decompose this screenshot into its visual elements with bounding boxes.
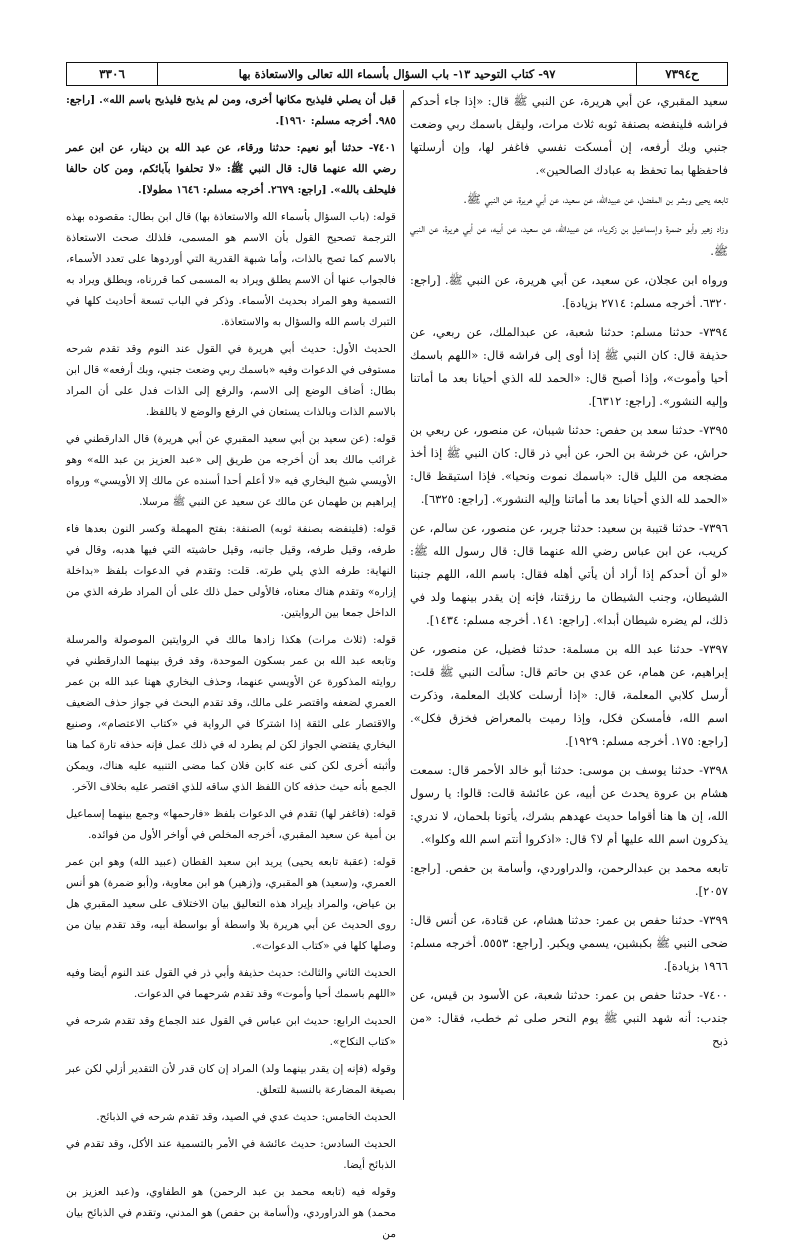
paragraph: قبل أن يصلي فليذبح مكانها أخرى، ومن لم يذبح فليذبح باسم الله». [راجع: ٩٨٥. أخرجه مسلم: ١٩٦٠]. <box>66 94 396 127</box>
paragraph: ٧٣٩٩- حدثنا حفص بن عمر: حدثنا هشام، عن قتادة، عن أنس قال: ضحى النبي ﷺ بكبشين، يسمي ويكبر. [راجع: ٥٥٥٣. أخرجه مسلم: ١٩٦٦ بزيادة]. <box>410 913 728 973</box>
paragraph: ٧٣٩٧- حدثنا عبد الله بن مسلمة: حدثنا فضيل، عن منصور، عن إبراهيم، عن همام، عن عدي بن حاتم قال: سألت النبي ﷺ قلت: أرسل كلابي المعلمة، قال: «إذا أرسلت كلابك المعلمة، وذكرت اسم الله، فأمسكن فكل، وإذا رميت بالمعراض فخزق فكل». [راجع: ١٧٥. أخرجه مسلم: ١٩٢٩]. <box>410 642 728 748</box>
paragraph: ٧٣٩٦- حدثنا قتيبة بن سعيد: حدثنا جرير، عن منصور، عن سالم، عن كريب، عن ابن عباس رضي الله عنهما قال: قال رسول الله ﷺ: «لو أن أحدكم إذا أراد أن يأتي أهله فقال: باسم الله، اللهم جنبنا الشيطان، وجنب الشيطان ما رزقتنا، فإنه إن يقدر بينهما ولد في ذلك، لم يضره شيطان أبدا». [راجع: ١٤١. أخرجه مسلم: ١٤٣٤]. <box>410 521 728 627</box>
paragraph: الحديث السادس: حديث عائشة في الأمر بالتسمية عند الأكل، وقد تقدم في الذبائح أيضا. <box>66 1138 396 1171</box>
paragraph: تابعه يحيى وبشر بن المفضل، عن عبيدالله، عن سعيد، عن أبي هريرة، عن النبي ﷺ. <box>463 192 728 206</box>
paragraph: ٧٤٠١- حدثنا أبو نعيم: حدثنا ورقاء، عن عبد الله بن دينار، عن ابن عمر رضي الله عنهما قال: قال النبي ﷺ: «لا تحلفوا بآبائكم، ومن كان حالفا فليحلف بالله». [راجع: ٢٦٧٩. أخرجه مسلم: ١٦٤٦ مطولا]. <box>66 142 396 196</box>
paragraph: ٧٣٩٨- حدثنا يوسف بن موسى: حدثنا أبو خالد الأحمر قال: سمعت هشام بن عروة يحدث عن أبيه، عن عائشة قالت: قالوا: يا رسول الله، إن ها هنا أقواما حديث عهدهم بشرك، يأتونا بلحمان، لا ندري: يذكرون اسم الله عليها أم لا؟ قال: «اذكروا أنتم اسم الله وكلوا». <box>410 763 728 846</box>
paragraph: قوله: (باب السؤال بأسماء الله والاستعاذة بها) قال ابن بطال: مقصوده بهذه الترجمة تصحيح القول بأن الاسم هو المسمى، فلذلك صحت الاستعاذة بالاسم كما تصح بالذات، وأما شبهة القدرية التي أوردوها على تعدد الأسماء، فالجواب عنها أن الاسم يطلق ويراد به المسمى كما قررناه، ويطلق ويراد به التسمية وهو المراد بحديث الأسماء. وذكر في الباب تسعة أحاديث كلها في التبرك باسم الله والسؤال به والاستعاذة. <box>66 211 396 328</box>
paragraph: وقوله (فإنه إن يقدر بينهما ولد) المراد إن كان قدر لأن التقدير أزلي لكن عبر بصيغة المضارعة بالنسبة للتعلق. <box>66 1063 396 1096</box>
paragraph: قوله: (ثلاث مرات) هكذا زادها مالك في الروايتين الموصولة والمرسلة وتابعه عبد الله بن عمر بسكون الموحدة، وقد فرق بينهما الدارقطني في روايته المذكورة عن الأويسي عنهما، وحذف البخاري ههنا عبد الله بن عمر العمري لضعفه واقتصر على مالك، وقد تقدم البحث في جواز حذف الضعيف والاقتصار على الثقة إذا اشتركا في الرواية في «كتاب الاعتصام»، وصنيع البخاري يقتضي الجواز لكن لم يطرد له في ذلك عمل فإنه حذفه تارة كما هنا وأثبته أخرى لكن كنى عنه كابن فلان كما مضى التنبيه عليه هناك، ويمكن الجمع بأنه حيث حذفه كان اللفظ الذي ساقه للذي اقتصر عليه بخلاف الآخر. <box>66 634 396 793</box>
paragraph: الحديث الرابع: حديث ابن عباس في القول عند الجماع وقد تقدم شرحه في «كتاب النكاح». <box>66 1015 396 1048</box>
paragraph: قوله: (عن سعيد بن أبي سعيد المقبري عن أبي هريرة) قال الدارقطني في غرائب مالك بعد أن أخرجه من طريق إلى «عبد العزيز بن عبد الله» وهو الأويسي شيخ البخاري فيه «لا أعلم أحدا أسنده عن مالك إلا الأويسي» ورواه إبراهيم بن طهمان عن مالك عن سعيد عن النبي ﷺ مرسلا. <box>66 433 396 508</box>
paragraph: الحديث الثاني والثالث: حديث حذيفة وأبي ذر في القول عند النوم أيضا وفيه «اللهم باسمك أحيا وأموت» وقد تقدم شرحهما في الدعوات. <box>66 967 396 1000</box>
running-header <box>66 62 728 86</box>
paragraph: ٧٤٠٠- حدثنا حفص بن عمر: حدثنا شعبة، عن الأسود بن قيس، عن جندب: أنه شهد النبي ﷺ يوم النحر صلى ثم خطب، فقال: «من ذبح <box>410 988 728 1048</box>
paragraph: قوله: (فلينفضه بصنفة ثوبه) الصنفة: بفتح المهملة وكسر النون بعدها فاء طرفه، وقيل طرفه، وقيل جانبه، وقيل حاشيته التي فيها هدبه، وقال في النهاية: طرفه الذي يلي طرته. قلت: وتقدم في الدعوات بلفظ «بداخلة إزاره» وتقدم هناك معناه، فالأولى حمل ذلك على أن المراد طرفه الذي من الداخل جمعا بين الروايتين. <box>66 523 396 619</box>
paragraph: الحديث الخامس: حديث عدي في الصيد، وقد تقدم شرحه في الذبائح. <box>96 1111 396 1123</box>
page-number: ٣٣٠٦ <box>67 63 158 85</box>
paragraph: قوله: (فاغفر لها) تقدم في الدعوات بلفظ «فارحمها» وجمع بينهما إسماعيل بن أمية عن سعيد المقبري، أخرجه المخلص في أواخر الأول من فوائده. <box>66 808 396 841</box>
paragraph: وزاد زهير وأبو ضمرة وإسماعيل بن زكرياء، عن عبيدالله، عن سعيد، عن أبيه، عن أبي هريرة، عن النبي ﷺ. <box>410 221 728 258</box>
hadith-number: ح٧٣٩٤ <box>636 63 727 85</box>
hadith-text-column <box>410 90 728 1100</box>
paragraph: ورواه ابن عجلان، عن سعيد، عن أبي هريرة، عن النبي ﷺ. [راجع: ٦٣٢٠. أخرجه مسلم: ٢٧١٤ بزيادة]. <box>410 273 728 310</box>
paragraph: وقوله فيه (تابعه محمد بن عبد الرحمن) هو الطفاوي، و(عبد العزيز بن محمد) هو الدراوردي، و(أسامة بن حفص) هو المدني، وتقدم في الذبائح بيان من <box>66 1186 396 1240</box>
paragraph: سعيد المقبري، عن أبي هريرة، عن النبي ﷺ قال: «إذا جاء أحدكم فراشه فلينفضه بصنفة ثوبه ثلاث مرات، وليقل باسمك ربي وضعت جنبي وبك أرفعه، إن أمسكت نفسي فاغفر لها، وإن أرسلتها فاحفظها بما تحفظ به عبادك الصالحين». <box>410 94 728 177</box>
paragraph: ٧٣٩٥- حدثنا سعد بن حفص: حدثنا شيبان، عن منصور، عن ربعي بن حراش، عن خرشة بن الحر، عن أبي ذر قال: كان النبي ﷺ إذا أخذ مضجعه من الليل قال: «باسمك نموت ونحيا». فإذا استيقظ قال: «الحمد لله الذي أحيانا بعد ما أماتنا وإليه النشور». [راجع: ٦٣٢٥]. <box>410 423 728 506</box>
chapter-title: ٩٧- كتاب التوحيد ١٣- باب السؤال بأسماء الله تعالى والاستعاذة بها <box>238 67 556 81</box>
column-divider <box>403 90 404 1100</box>
commentary-column <box>66 90 396 1240</box>
paragraph: قوله: (عقبة تابعه يحيى) يريد ابن سعيد القطان (عبيد الله) وهو ابن عمر العمري، و(سعيد) هو المقبري، و(زهير) هو ابن معاوية، و(أبو ضمرة) هو أنس بن عياض، والمراد بإيراد هذه التعاليق بيان الاختلاف على سعيد المقبري هل روى الحديث عن أبي هريرة بلا واسطة أو بواسطة أبيه، وقد تقدم بيان من وصلها كلها في «كتاب الدعوات». <box>66 856 396 952</box>
paragraph: الحديث الأول: حديث أبي هريرة في القول عند النوم وقد تقدم شرحه مستوفى في الدعوات وفيه «باسمك ربي وضعت جنبي، وبك أرفعه» قال ابن بطال: أضاف الوضع إلى الاسم، والرفع إلى الذات فدل على أن المراد بالاسم الذات وبالذات يستعان في الرفع والوضع لا باللفظ. <box>66 343 396 418</box>
paragraph: تابعه محمد بن عبدالرحمن، والدراوردي، وأسامة بن حفص. [راجع: ٢٠٥٧]. <box>410 861 728 898</box>
paragraph: ٧٣٩٤- حدثنا مسلم: حدثنا شعبة، عن عبدالملك، عن ربعي، عن حذيفة قال: كان النبي ﷺ إذا أوى إلى فراشه قال: «اللهم باسمك أحيا وأموت»، وإذا أصبح قال: «الحمد لله الذي أحيانا بعد ما أماتنا وإليه النشور». [راجع: ٦٣١٢]. <box>410 325 728 408</box>
